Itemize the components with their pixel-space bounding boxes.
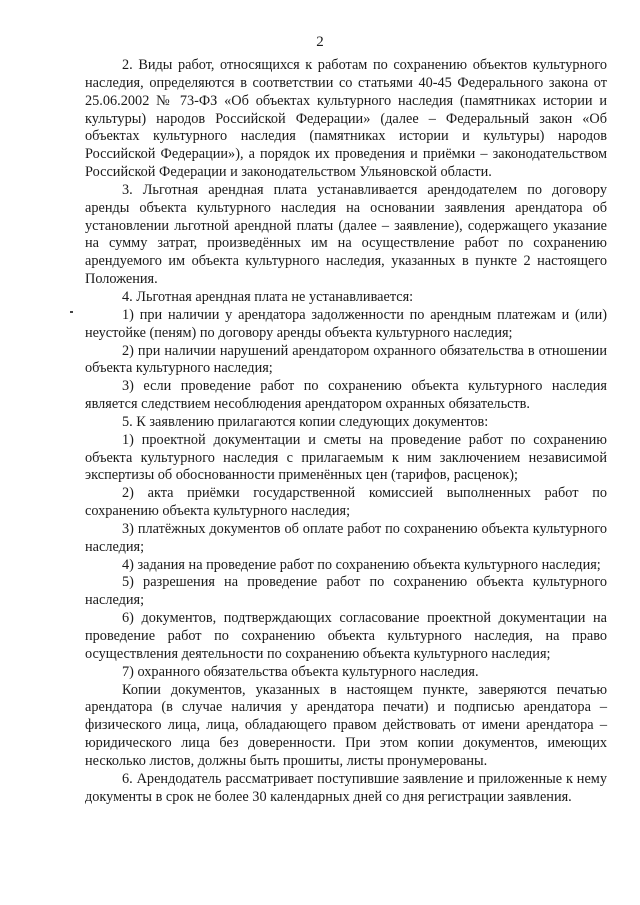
document-body [85,57,607,806]
paragraph-item-4: 4. Льготная арендная плата не устанавливается: [122,288,414,305]
paragraph-item-5-6: 6) документов, подтверждающих согласование проектной документации на проведение работ по сохранению объекта культурного наследия, на право осуществления деятельности по сохранению объекта культурного наследия; [85,610,607,662]
paragraph-copies-note: Копии документов, указанных в настоящем пункте, заверяются печатью арендатора (в случае наличия у арендатора печати) и подписью арендатора – физического лица, лица, обладающего правом действовать от имени арендатора – юридического лица без доверенности. При этом копии документов, имеющих несколько листов, должны быть прошиты, листы пронумерованы. [85,681,607,769]
paragraph-item-4-3: 3) если проведение работ по сохранению объекта культурного наследия является следствием несоблюдения арендатором охранных обязательств. [85,378,607,413]
paragraph-item-4-1: 1) при наличии у арендатора задолженности по арендным платежам и (или) неустойке (пеням) по договору аренды объекта культурного наследия; [85,306,607,341]
scan-artifact-dot [70,311,73,313]
paragraph-item-5-7: 7) охранного обязательства объекта культурного наследия. [122,663,479,680]
page-number: 2 [316,34,324,50]
paragraph-item-3: 3. Льготная арендная плата устанавливается арендодателем по договору аренды объекта культурного наследия на основании заявления арендатора об установлении льготной арендной платы (далее – заявление), содержащего указание на сумму затрат, произведённых им на осуществление работ по сохранению арендуемого им объекта культурного наследия, указанных в пункте 2 настоящего Положения. [85,181,607,288]
paragraph-item-5-2: 2) акта приёмки государственной комиссией выполненных работ по сохранению объекта культурного наследия; [85,485,607,520]
paragraph-item-5: 5. К заявлению прилагаются копии следующих документов: [122,413,489,430]
paragraph-item-5-1: 1) проектной документации и сметы на проведение работ по сохранению объекта культурного наследия с прилагаемым к ним заключением независимой экспертизы об обоснованности применённых цен (тарифов, расценок); [85,431,607,484]
paragraph-item-5-5: 5) разрешения на проведение работ по сохранению объекта культурного наследия; [85,574,607,609]
paragraph-item-5-3: 3) платёжных документов об оплате работ по сохранению объекта культурного наследия; [85,520,607,555]
paragraph-item-2: 2. Виды работ, относящихся к работам по сохранению объектов культурного наследия, определяются в соответствии со статьями 40-45 Федерального закона от 25.06.2002 № 73-ФЗ «Об объектах культурного наследия (памятниках истории и культуры) народов Российской Федерации» (далее – Федеральный закон «Об объектах культурного наследия (памятниках истории и культуры) народов Российской Федерации»), а порядок их проведения и приёмки – законодательством Российской Федерации и законодательством Ульяновской области. [85,57,607,181]
paragraph-item-6: 6. Арендодатель рассматривает поступившие заявление и приложенные к нему документы в срок не более 30 календарных дней со дня регистрации заявления. [85,770,607,805]
paragraph-item-4-2: 2) при наличии нарушений арендатором охранного обязательства в отношении объекта культурного наследия; [85,342,607,377]
paragraph-item-5-4: 4) задания на проведение работ по сохранению объекта культурного наследия; [122,556,601,573]
